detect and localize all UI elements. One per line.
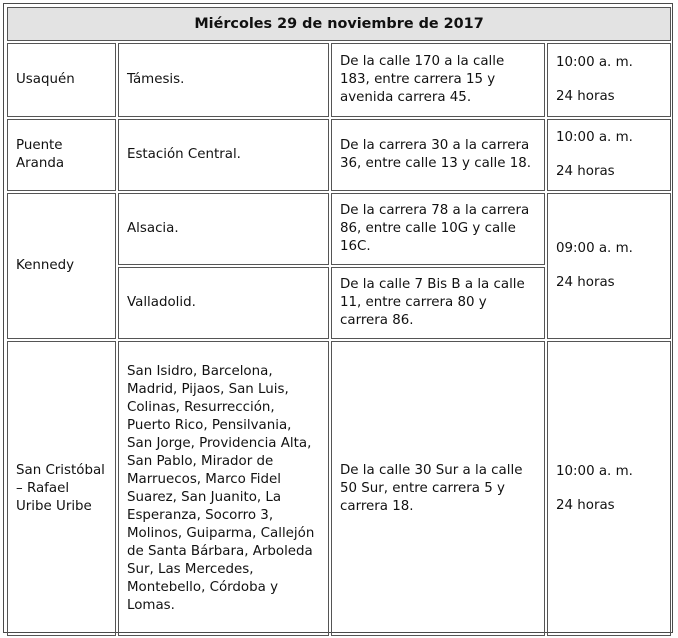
locality-cell: Usaquén [7,43,116,117]
header-row [7,7,671,41]
schedule-cell [547,193,671,339]
start-time: 10:00 a. m. [556,130,633,145]
table-row [7,193,671,265]
neighborhood-cell: Estación Central. [118,119,329,191]
schedule-cell [547,43,671,117]
sector-cell: De la calle 7 Bis B a la calle 11, entre carrera 80 y carrera 86. [331,267,545,339]
neighborhood-cell: Támesis. [118,43,329,117]
sector-cell: De la carrera 30 a la carrera 36, entre calle 13 y calle 18. [331,119,545,191]
table-row [7,43,671,117]
duration: 24 horas [556,164,615,179]
sector-cell: De la calle 30 Sur a la calle 50 Sur, entre carrera 5 y carrera 18. [331,341,545,636]
start-time: 10:00 a. m. [556,463,633,479]
schedule-cell [547,119,671,191]
sector-cell: De la calle 170 a la calle 183, entre carrera 15 y avenida carrera 45. [331,43,545,117]
table-row [7,341,671,636]
sector-cell: De la carrera 78 a la carrera 86, entre calle 10G y calle 16C. [331,193,545,265]
start-time: 10:00 a. m. [556,55,633,70]
locality-cell: Kennedy [7,193,116,339]
duration: 24 horas [556,275,615,290]
water-cut-schedule-table [5,5,673,638]
duration: 24 horas [556,89,615,104]
duration: 24 horas [556,497,615,513]
table-row [7,119,671,191]
schedule-frame [3,3,673,633]
schedule-cell [547,341,671,636]
neighborhood-cell: San Isidro, Barcelona, Madrid, Pijaos, San Luis, Colinas, Resurrección, Puerto Rico, Pensilvania, San Jorge, Providencia Alta, San Pablo, Mirador de Marruecos, Marco Fidel Suarez, San Juanito, La Esperanza, Socorro 3, Molinos, Guiparma, Callejón de Santa Bárbara, Arboleda Sur, Las Mercedes, Montebello, Córdoba y Lomas. [118,341,329,636]
date-header: Miércoles 29 de noviembre de 2017 [7,7,671,41]
neighborhood-cell: Alsacia. [118,193,329,265]
neighborhood-cell: Valladolid. [118,267,329,339]
locality-cell: Puente Aranda [7,119,116,191]
locality-cell: San Cristóbal – Rafael Uribe Uribe [7,341,116,636]
start-time: 09:00 a. m. [556,241,633,256]
